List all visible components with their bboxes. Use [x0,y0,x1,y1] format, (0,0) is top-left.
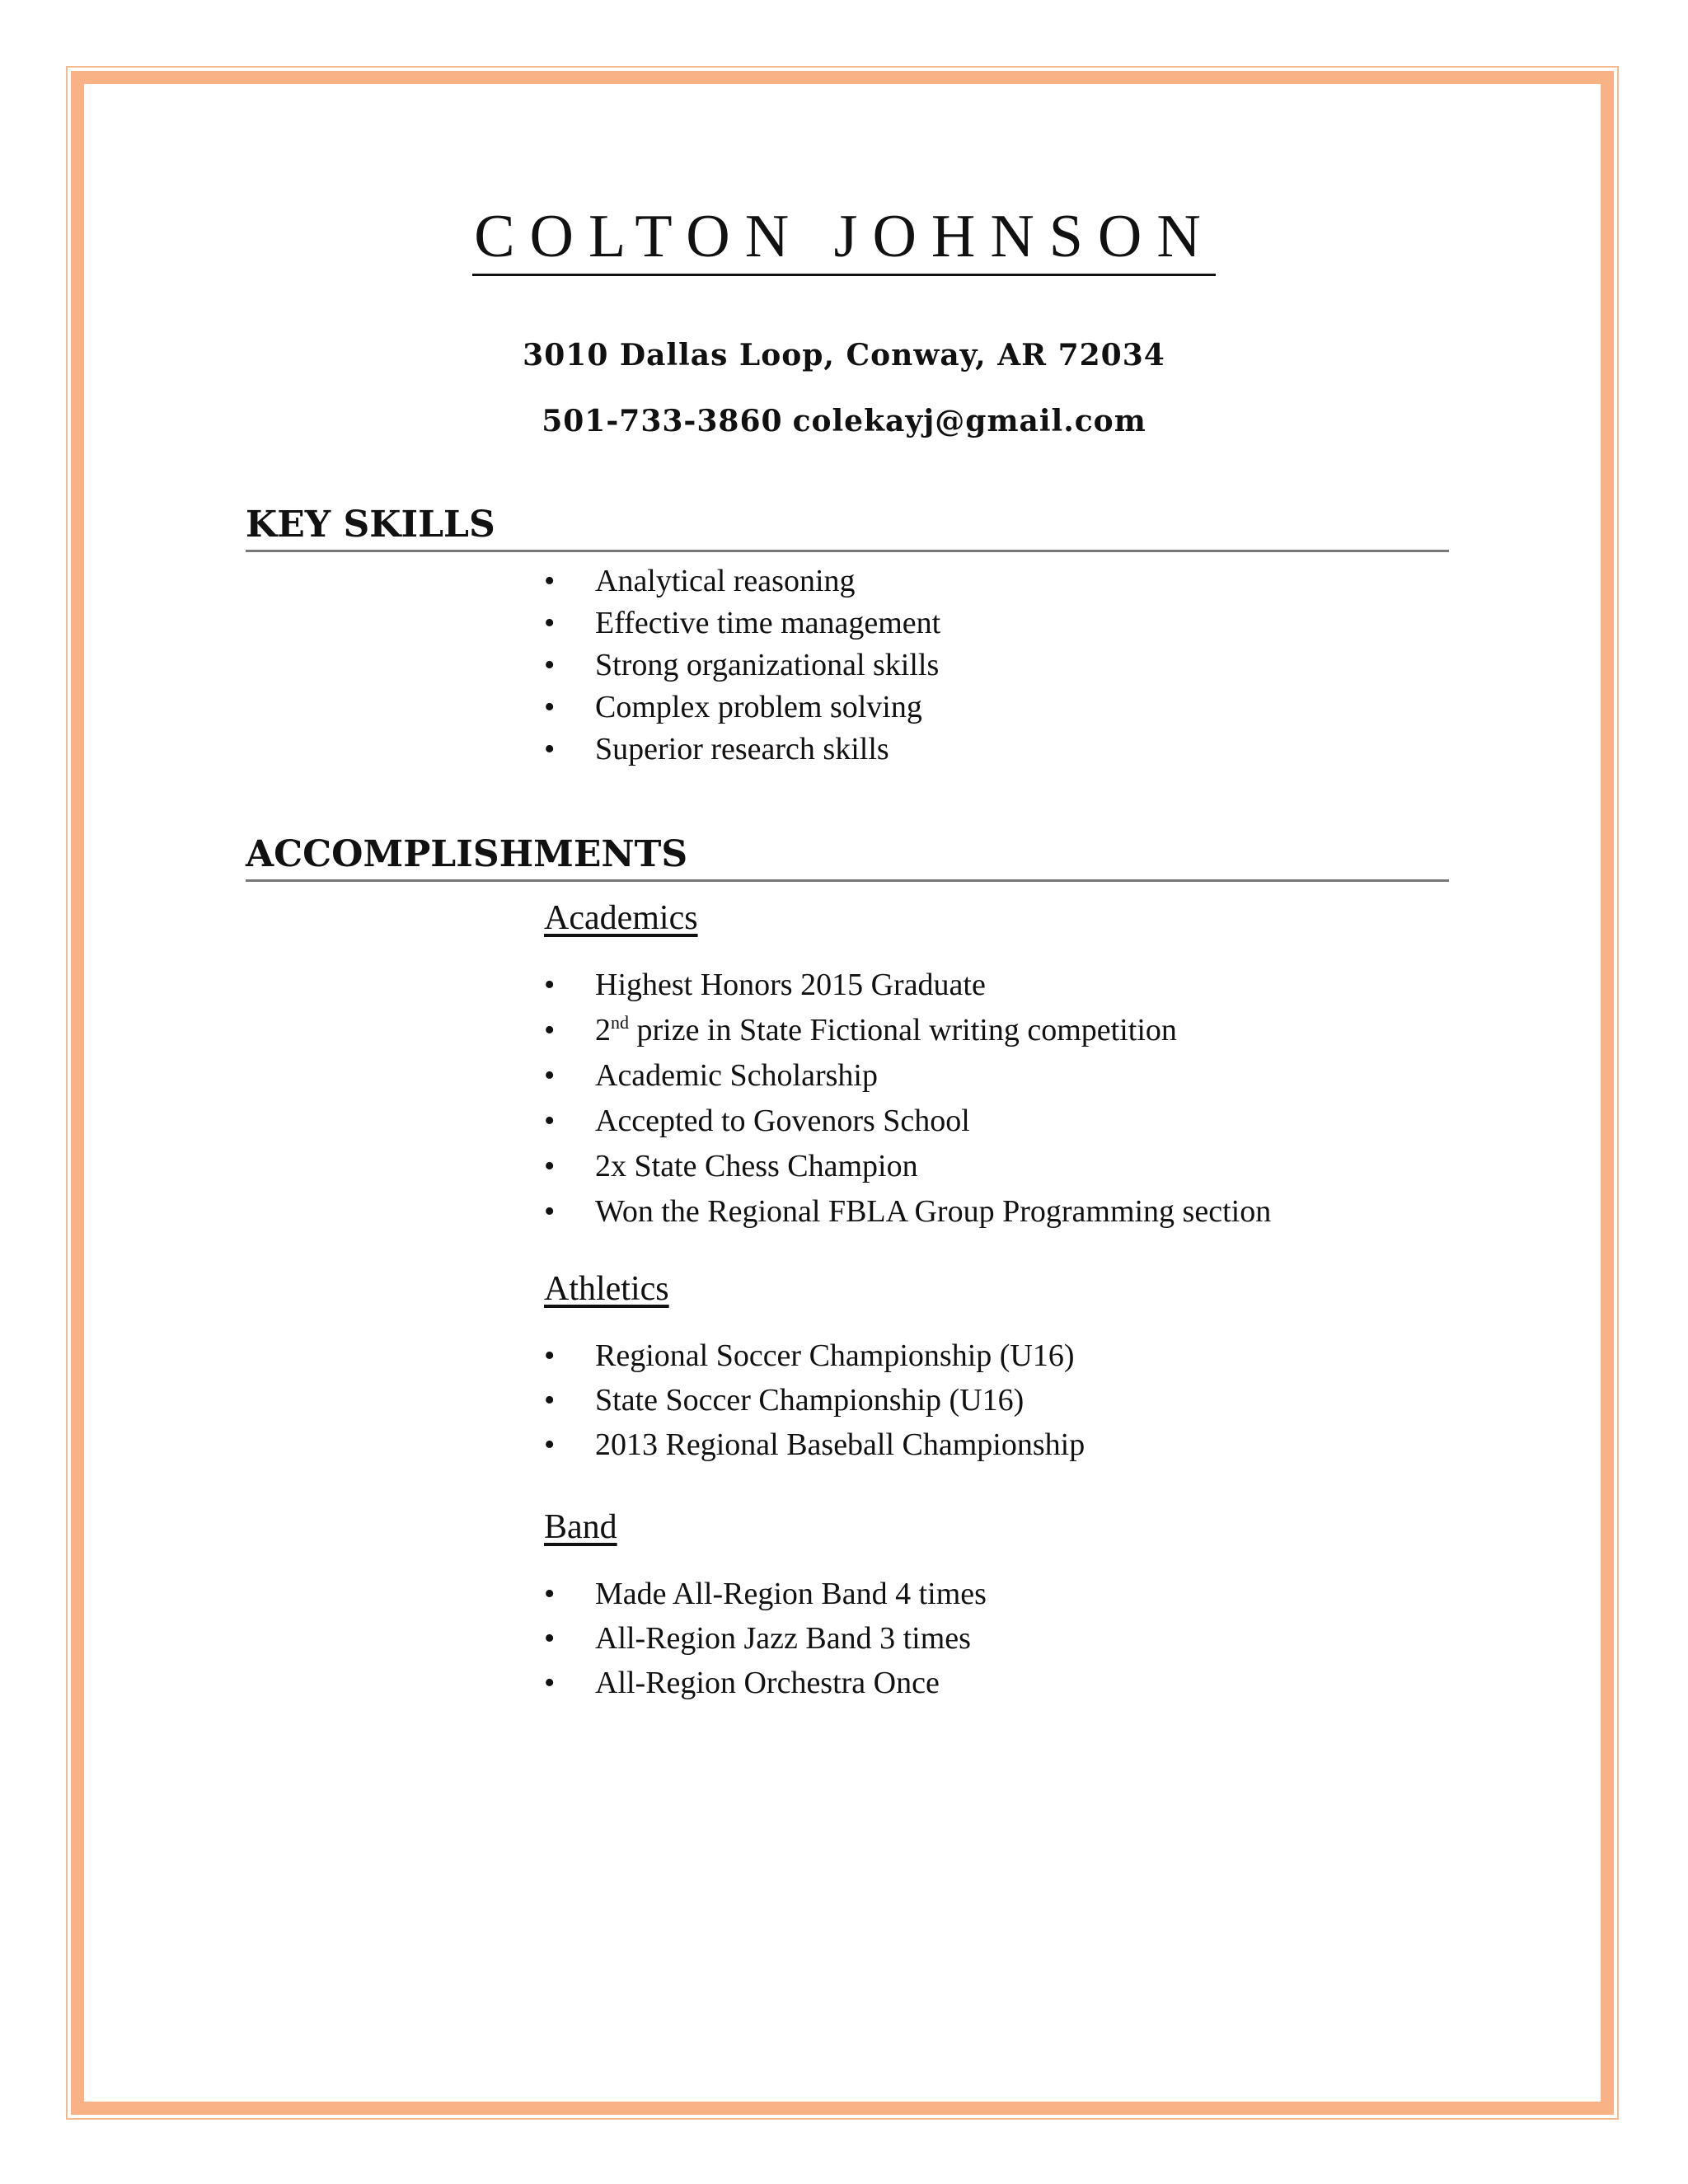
contact-phone-email [0,404,1688,438]
list-item: • 2013 Regional Baseball Championship [544,1422,1085,1467]
band-list [544,1572,987,1705]
prize-number: 2 [595,1013,611,1047]
list-item-prize [544,1008,1271,1053]
section-heading-key-skills: KEY SKILLS [246,507,1449,552]
ordinal-suffix: nd [611,1012,629,1033]
list-item: • Strong organizational skills [544,644,940,687]
list-item: • Regional Soccer Championship (U16) [544,1333,1085,1378]
subheading-academics: Academics [544,899,698,937]
resume-name-heading [0,203,1688,276]
list-item: • 2x State Chess Champion [544,1144,1271,1189]
subheading-band: Band [544,1508,617,1546]
contact-address: 3010 Dallas Loop, Conway, AR 72034 [523,338,1165,373]
contact-phone: 501-733-3860 [542,404,783,438]
list-item: • Complex problem solving [544,687,940,729]
list-item: • All-Region Jazz Band 3 times [544,1616,987,1661]
list-item: • Effective time management [544,602,940,644]
list-item: • State Soccer Championship (U16) [544,1378,1085,1422]
list-item: • Made All-Region Band 4 times [544,1572,987,1616]
athletics-list [544,1333,1085,1467]
list-item: • Accepted to Govenors School [544,1099,1271,1144]
list-item: • Superior research skills [544,729,940,771]
list-item: • Analytical reasoning [544,560,940,602]
key-skills-list [544,560,940,771]
contact-email: colekayj@gmail.com [792,404,1146,438]
section-heading-accomplishments: ACCOMPLISHMENTS [246,837,1449,882]
list-item: • Won the Regional FBLA Group Programming section [544,1189,1271,1235]
list-item: • Academic Scholarship [544,1053,1271,1099]
subheading-athletics: Athletics [544,1270,669,1308]
academics-list [544,963,1271,1235]
prize-text: prize in State Fictional writing competition [636,1013,1177,1047]
list-item: • All-Region Orchestra Once [544,1661,987,1705]
list-item: • Highest Honors 2015 Graduate [544,963,1271,1008]
name-text: COLTON JOHNSON [472,206,1216,276]
